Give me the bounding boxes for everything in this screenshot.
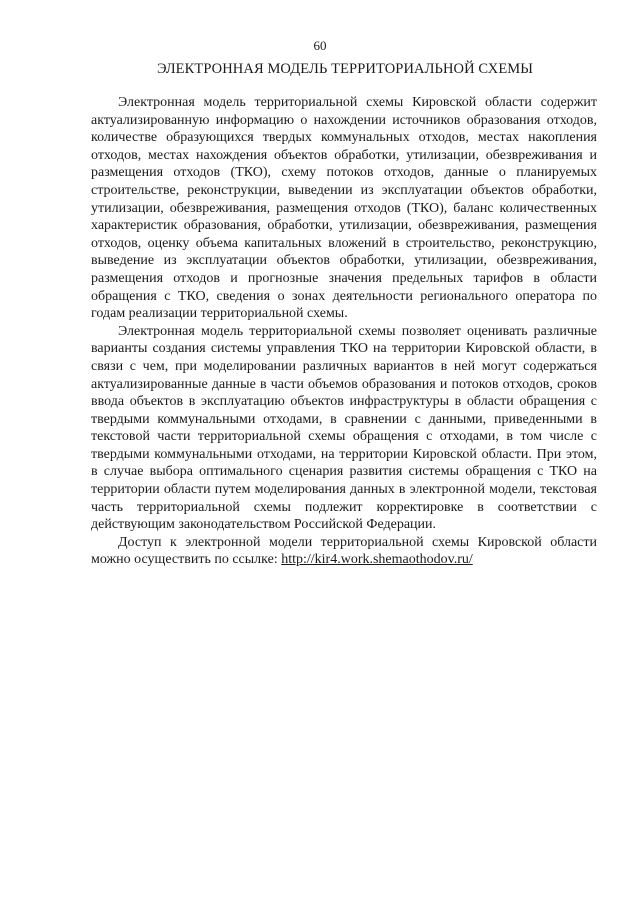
page-number: 60 xyxy=(313,38,327,53)
paragraph-model-contents: Электронная модель территориальной схемы Кировской области содержит актуализированную информацию о нахождении источников образования отходов, количестве образующихся твердых коммунальных отходов, местах накопления отходов, местах нахождения объектов обработки, утилизации, обезвреживания и размещения отходов (ТКО), схему потоков отходов, данные о планируемых строительстве, реконструкции, выведении из эксплуатации объектов обработки, утилизации, обезвреживания, размещения отходов (ТКО), баланс количественных характеристик образования, обработки, утилизации, обезвреживания, размещения отходов, оценку объема капитальных вложений в строительство, реконструкцию, выведение из эксплуатации объектов обработки, утилизации, обезвреживания, размещения отходов и прогнозные значения предельных тарифов в области обращения с ТКО, сведения о зонах деятельности регионального оператора по годам реализации территориальной схемы. xyxy=(91,95,597,322)
paragraph-access xyxy=(91,534,597,569)
body-text xyxy=(91,94,597,569)
access-text: Доступ к электронной модели территориальной схемы Кировской области можно осуществить по ссылке: xyxy=(91,534,597,568)
model-link[interactable]: http://kir4.work.shemaothodov.ru/ xyxy=(281,552,473,568)
page-title: ЭЛЕКТРОННАЯ МОДЕЛЬ ТЕРРИТОРИАЛЬНОЙ СХЕМЫ xyxy=(156,61,534,77)
paragraph-model-scenarios: Электронная модель территориальной схемы позволяет оценивать различные варианты создания системы управления ТКО на территории Кировской области, в связи с чем, при моделировании различных вариантов в ней могут содержаться актуализированные данные в части объемов образования и потоков отходов, сроков ввода объектов в эксплуатацию объектов инфраструктуры в области обращения с твердыми коммунальными отходами, в сравнении с данными, приведенными в текстовой части территориальной схемы обращения с отходами, в том числе с твердыми коммунальными отходами, на территории Кировской области. При этом, в случае выбора оптимального сценария развития системы обращения с ТКО на территории области путем моделирования данных в электронной модели, текстовая часть территориальной схемы подлежит корректировке в соответствии с действующим законодательством Российской Федерации. xyxy=(91,323,597,533)
